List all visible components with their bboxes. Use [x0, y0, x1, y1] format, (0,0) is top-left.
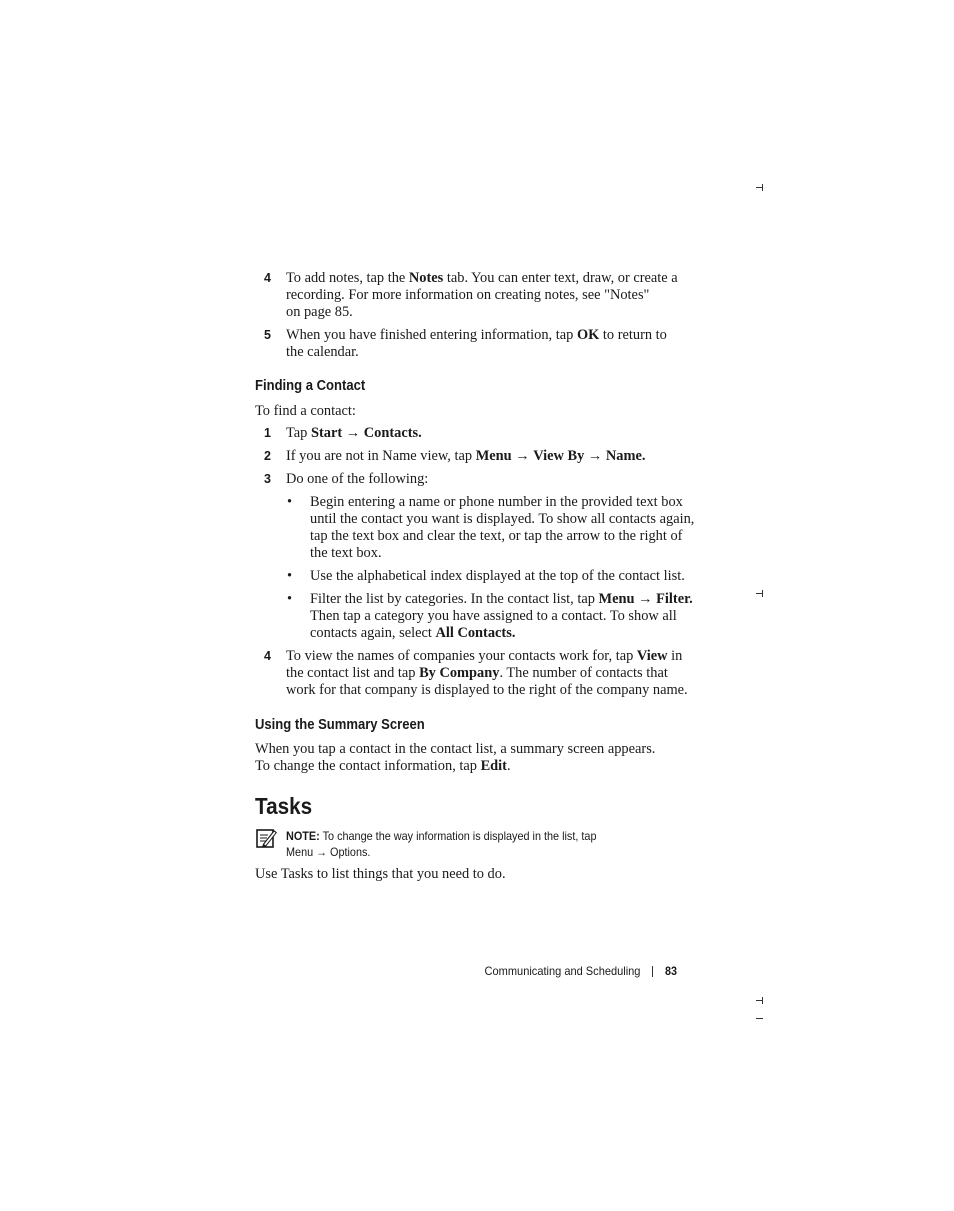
bold-term: Edit: [480, 758, 507, 774]
note-text: To change the way information is displayed in the list, tap: [319, 829, 597, 843]
text-line: work for that company is displayed to the right of the company name.: [286, 682, 688, 698]
summary-text: [255, 741, 655, 775]
step-text: [286, 471, 428, 488]
text-line: the text box.: [310, 545, 382, 561]
step-number: 1: [264, 426, 271, 440]
note-line-2: Menu → Options.: [286, 845, 371, 859]
crop-mark-bottom: [756, 997, 763, 1004]
text-line: When you tap a contact in the contact list, a summary screen appears.: [255, 741, 656, 757]
pencil-note-icon: [256, 827, 278, 849]
bullet-text: [310, 568, 685, 585]
bold-term: All Contacts.: [435, 625, 516, 641]
bold-term: Name.: [605, 448, 646, 464]
text-line: To view the names of companies your contacts work for, tap View in: [286, 648, 683, 664]
section-intro: To find a contact:: [255, 403, 356, 419]
crop-mark-middle: [756, 590, 763, 597]
step-text: [286, 648, 688, 699]
bold-term: Start: [310, 425, 343, 441]
text-line: Tap Start → Contacts.: [286, 425, 422, 441]
bullet-marker: •: [287, 568, 293, 584]
step-text: [286, 327, 667, 361]
text-line: Filter the list by categories. In the contact list, tap Menu → Filter.: [310, 591, 693, 607]
text-line: Use the alphabetical index displayed at the top of the contact list.: [310, 568, 685, 584]
note-line-1: [286, 828, 596, 844]
text-line: on page 85.: [286, 304, 353, 320]
bold-term: Menu: [475, 448, 512, 464]
section-heading-summary-screen: Using the Summary Screen: [255, 717, 425, 733]
bold-term: View By: [533, 448, 585, 464]
crop-mark-bottom-line: [756, 1018, 763, 1019]
bold-term: OK: [576, 327, 600, 343]
step-text: [286, 425, 422, 442]
text-line: To change the contact information, tap Edit.: [255, 758, 511, 774]
text-line: When you have finished entering information, tap OK to return to: [286, 327, 667, 343]
bullet-text: [310, 494, 694, 562]
bullet-text: [310, 591, 693, 642]
step-number: 2: [264, 449, 271, 463]
bold-term: By Company: [419, 665, 500, 681]
bold-term: Contacts.: [363, 425, 422, 441]
bullet-marker: •: [287, 494, 293, 510]
chapter-heading-tasks: Tasks: [255, 793, 313, 819]
footer-separator: [652, 966, 653, 977]
text-line: until the contact you want is displayed. To show all contacts again,: [310, 511, 695, 527]
step-number: 3: [264, 472, 271, 486]
bold-term: Menu: [598, 591, 635, 607]
step-number: 4: [264, 271, 271, 285]
bold-term: Notes: [408, 270, 444, 286]
text-line: Begin entering a name or phone number in the provided text box: [310, 494, 683, 510]
text-line: the calendar.: [286, 344, 359, 360]
footer-section-title: Communicating and Scheduling: [484, 964, 640, 978]
text-line: If you are not in Name view, tap Menu → View By → Name.: [286, 448, 646, 464]
section-heading-finding-contact: Finding a Contact: [255, 378, 366, 394]
text-line: Do one of the following:: [286, 471, 429, 487]
text-line: To add notes, tap the Notes tab. You can enter text, draw, or create a: [286, 270, 678, 286]
step-number: 4: [264, 649, 271, 663]
note-label: NOTE:: [286, 829, 320, 843]
step-text: [286, 448, 645, 465]
text-line: the contact list and tap By Company. The number of contacts that: [286, 665, 668, 681]
text-line: tap the text box and clear the text, or tap the arrow to the right of: [310, 528, 683, 544]
footer-page-number: 83: [665, 964, 678, 978]
bold-term: View: [636, 648, 668, 664]
tasks-body: Use Tasks to list things that you need to do.: [255, 866, 506, 882]
bold-term: Filter.: [656, 591, 693, 607]
step-number: 5: [264, 328, 271, 342]
bullet-marker: •: [287, 591, 293, 607]
crop-mark-top: [756, 184, 763, 191]
text-line: Then tap a category you have assigned to a contact. To show all: [310, 608, 677, 624]
text-line: recording. For more information on creating notes, see "Notes": [286, 287, 650, 303]
step-text: [286, 270, 678, 321]
text-line: contacts again, select All Contacts.: [310, 625, 516, 641]
